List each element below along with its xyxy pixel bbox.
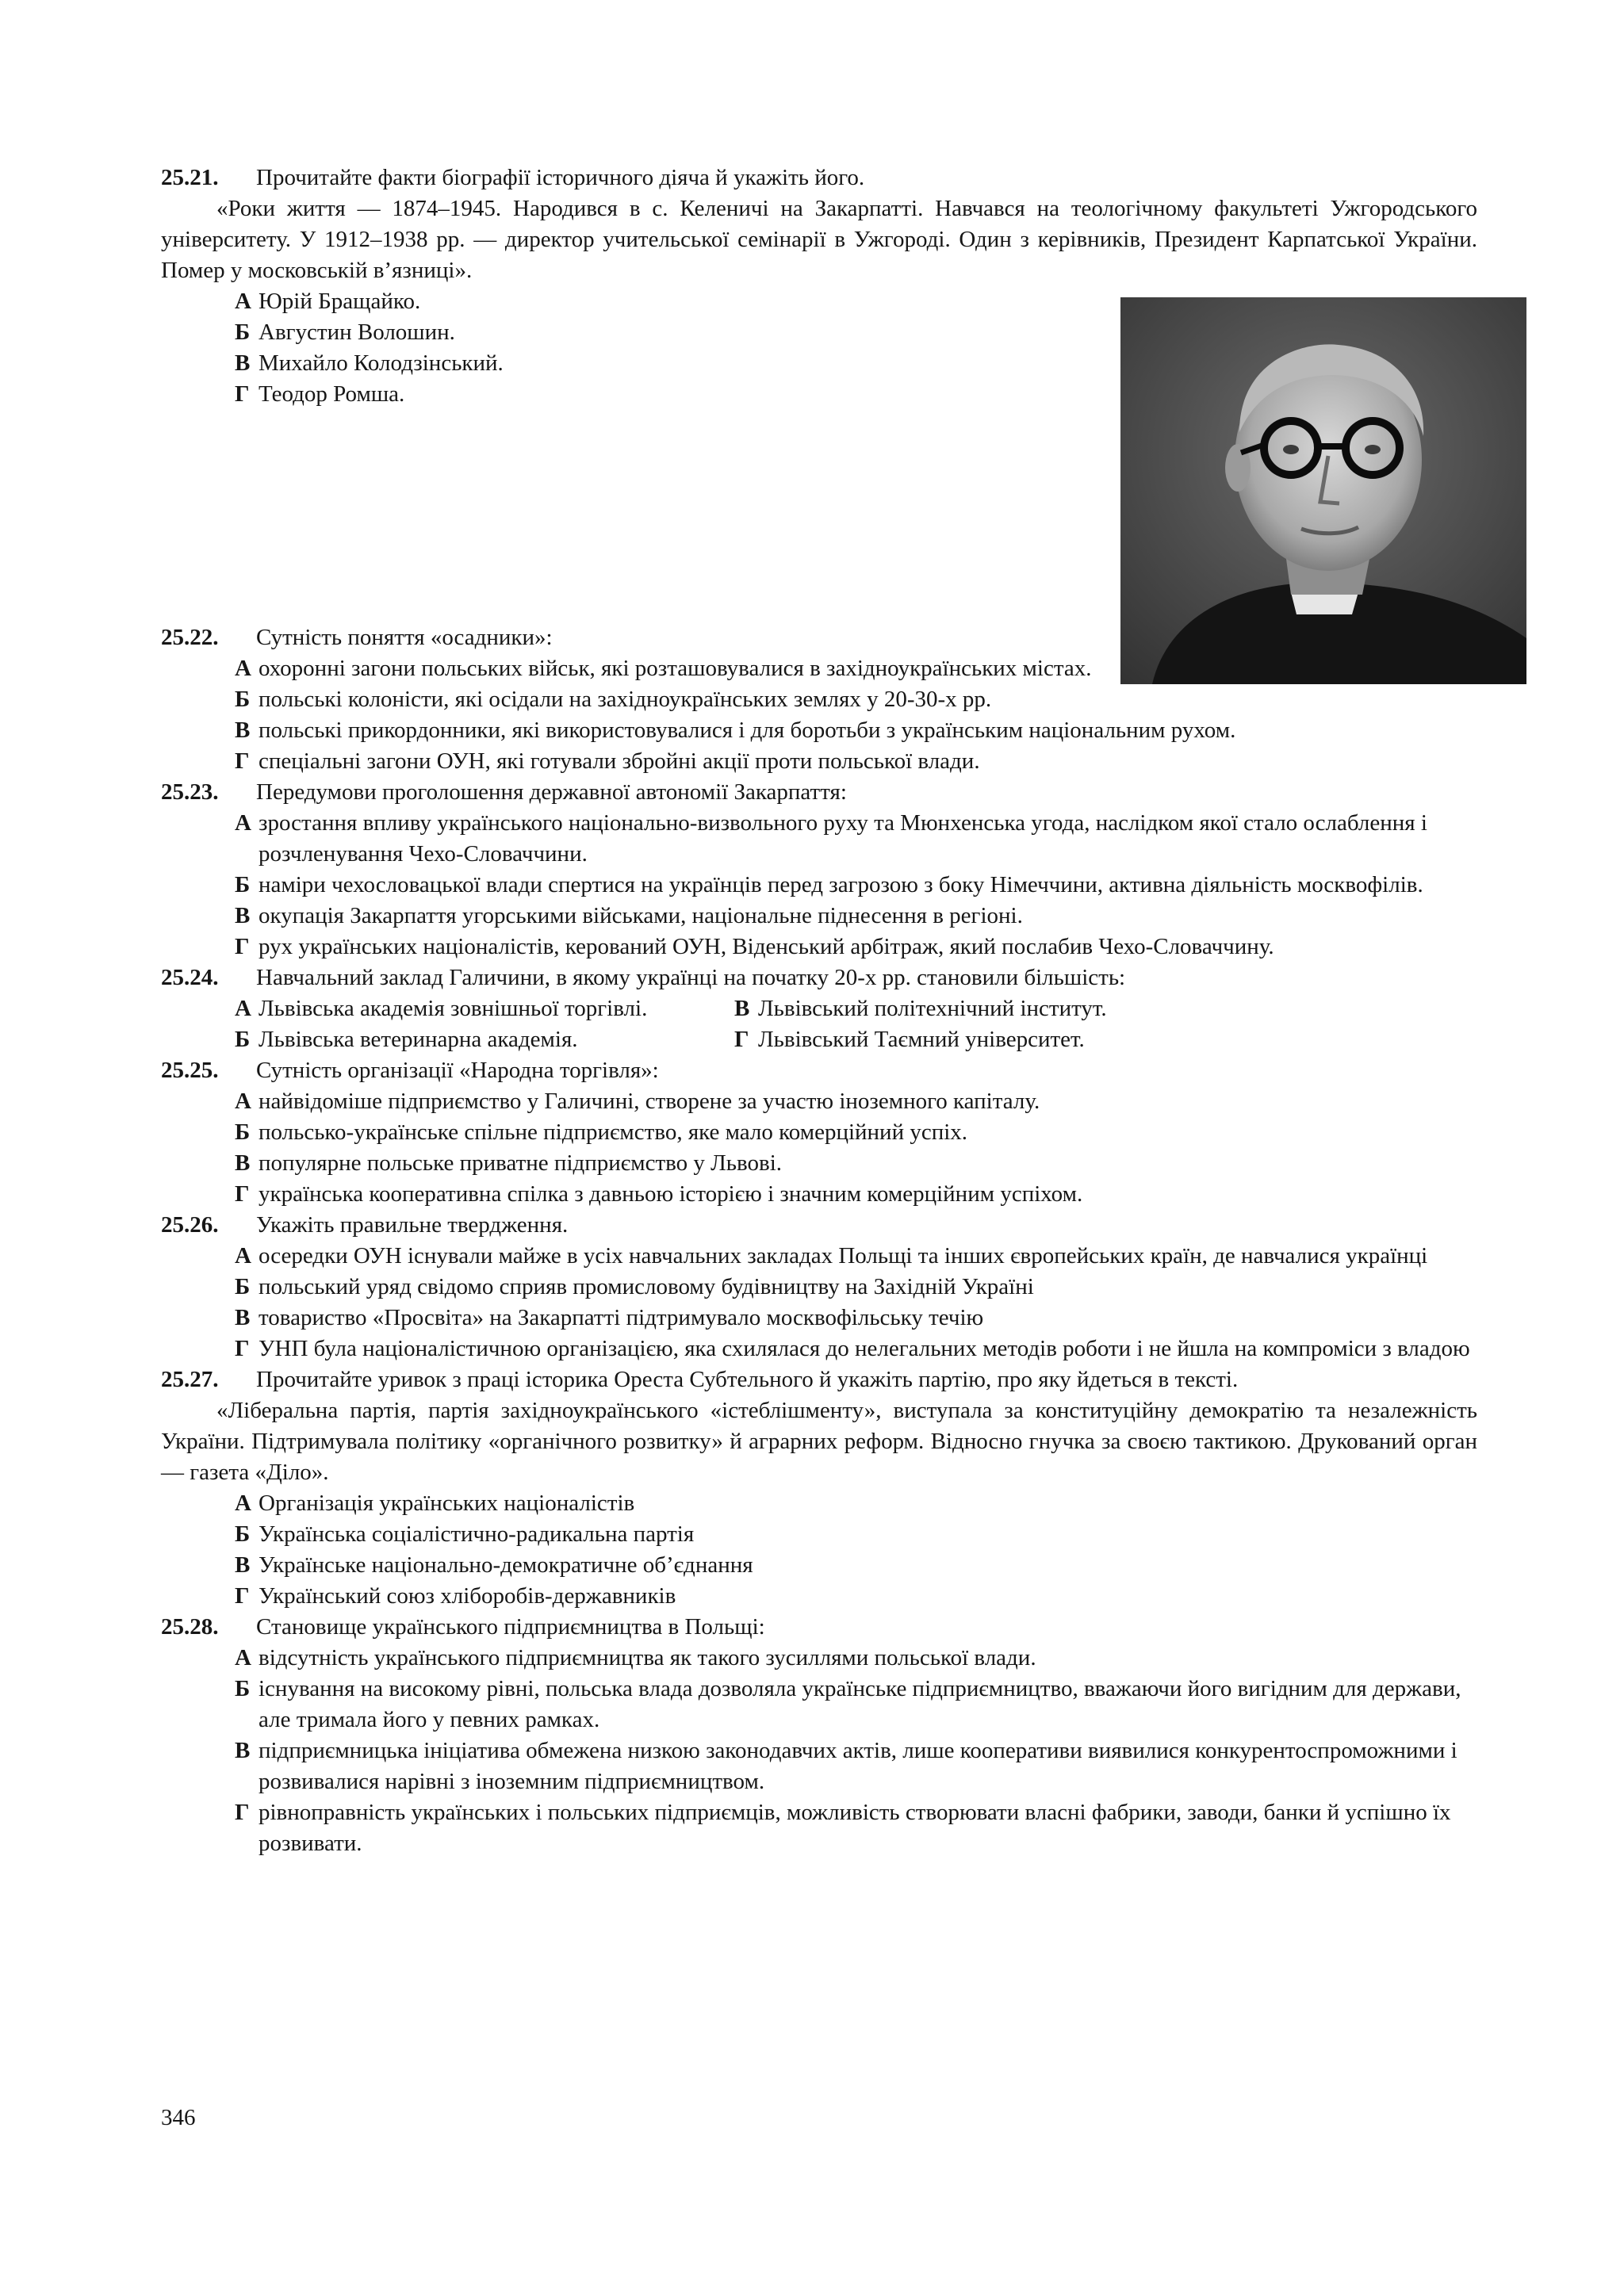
option-letter: А — [235, 289, 251, 314]
answer-option — [235, 1148, 1477, 1179]
answer-option — [235, 870, 1477, 901]
question-text: Сутність поняття «осадники»: — [256, 625, 553, 650]
question-number: 25.24. — [161, 965, 219, 990]
answer-options — [161, 1241, 1477, 1364]
option-text: польські прикордонники, які використовувалися і для боротьби з українським національним рухом. — [259, 718, 1236, 743]
answer-option — [235, 1241, 1477, 1272]
option-letter: Б — [235, 1274, 251, 1299]
question-text: Передумови проголошення державної автономії Закарпаття: — [256, 779, 847, 805]
answer-option — [235, 1086, 1477, 1117]
question-25-21 — [161, 163, 1477, 622]
option-text: спеціальні загони ОУН, які готували збройні акції проти польської влади. — [259, 748, 980, 774]
answer-options — [161, 808, 1477, 962]
option-letter: Г — [235, 934, 250, 959]
option-letter: А — [235, 1243, 251, 1269]
question-text: Сутність організації «Народна торгівля»: — [256, 1058, 659, 1083]
option-text: Українська соціалістично-радикальна партія — [259, 1521, 695, 1547]
answer-option — [235, 1674, 1477, 1735]
option-text: Львівська ветеринарна академія. — [259, 1027, 578, 1052]
answer-option — [235, 1643, 1477, 1674]
option-letter: А — [235, 1490, 251, 1516]
option-text: осередки ОУН існували майже в усіх навчальних закладах Польщі та інших європейських країн, де навчалися українці — [259, 1243, 1428, 1269]
question-number: 25.27. — [161, 1367, 219, 1392]
option-letter: Г — [235, 1181, 250, 1207]
answer-option — [235, 1334, 1477, 1364]
option-letter: Г — [734, 1027, 749, 1052]
answer-option — [235, 1488, 1477, 1519]
answer-option — [235, 993, 734, 1024]
option-text: УНП була націоналістичною організацією, яка схилялася до нелегальних методів роботи і не йшла на компроміси з владою — [259, 1336, 1470, 1361]
answer-options — [161, 1488, 1477, 1612]
option-text: рух українських націоналістів, керований ОУН, Віденський арбітраж, який послабив Чехо-Словаччину. — [259, 934, 1274, 959]
answer-option — [235, 684, 1477, 715]
option-text: Августин Волошин. — [259, 320, 455, 345]
option-text: товариство «Просвіта» на Закарпатті підтримувало москвофільську течію — [259, 1305, 984, 1330]
option-text: Організація українських націоналістів — [259, 1490, 635, 1516]
option-text: окупація Закарпаття угорськими військами, національне піднесення в регіоні. — [259, 903, 1023, 928]
option-letter: Г — [235, 748, 250, 774]
question-25-22 — [161, 622, 1477, 777]
option-letter: Б — [235, 1027, 251, 1052]
question-number: 25.23. — [161, 779, 219, 805]
option-letter: Б — [235, 1119, 251, 1145]
option-letter: В — [235, 350, 251, 376]
option-letter: А — [235, 656, 251, 681]
question-25-26 — [161, 1210, 1477, 1364]
answer-option — [235, 901, 1477, 932]
option-letter: Г — [235, 1336, 250, 1361]
answer-options — [161, 653, 1477, 777]
answer-options — [161, 1643, 1477, 1859]
option-text: Юрій Бращайко. — [259, 289, 421, 314]
answer-option — [235, 1550, 1477, 1581]
answer-option — [235, 1024, 734, 1055]
answer-option — [235, 1117, 1477, 1148]
question-number: 25.22. — [161, 625, 219, 650]
option-letter: В — [235, 903, 251, 928]
option-letter: Б — [235, 687, 251, 712]
answer-option — [235, 715, 1477, 746]
option-text: підприємницька ініціатива обмежена низкою законодавчих актів, лише кооперативи виявилися конкурентоспроможними і розвивалися нарівні з іноземним підприємництвом. — [259, 1738, 1457, 1794]
answer-option — [235, 1519, 1477, 1550]
option-text: польський уряд свідомо сприяв промисловому будівництву на Західній Україні — [259, 1274, 1034, 1299]
option-letter: А — [235, 1089, 251, 1114]
option-letter: В — [235, 718, 251, 743]
page-number: 346 — [161, 2105, 196, 2130]
option-text: Михайло Колодзінський. — [259, 350, 504, 376]
question-number: 25.26. — [161, 1212, 219, 1238]
option-letter: А — [235, 1645, 251, 1670]
question-25-24 — [161, 962, 1477, 1055]
option-text: популярне польське приватне підприємство у Львові. — [259, 1150, 783, 1176]
answer-options — [161, 1086, 1477, 1210]
answer-option — [734, 1024, 1477, 1055]
question-text: Навчальний заклад Галичини, в якому українці на початку 20-х рр. становили більшість: — [256, 965, 1126, 990]
answer-option — [734, 993, 1477, 1024]
option-letter: В — [235, 1150, 251, 1176]
question-25-28 — [161, 1612, 1477, 1859]
option-letter: Б — [235, 1521, 251, 1547]
question-text: Прочитайте уривок з праці історика Ореста Субтельного й укажіть партію, про яку йдеться в тексті. — [256, 1367, 1239, 1392]
question-quote: «Ліберальна партія, партія західноукраїнського «істеблішменту», виступала за конституційну демократію та незалежність України. Підтримувала політику «органічного розвитку» й аграрних реформ. Відносно гнучка за своєю тактикою. Друкований орган — газета «Діло». — [161, 1398, 1477, 1485]
option-text: наміри чехословацької влади спертися на українців перед загрозою з боку Німеччини, активна діяльність москвофілів. — [259, 872, 1423, 897]
option-text: українська кооперативна спілка з давньою історією і значним комерційним успіхом. — [259, 1181, 1083, 1207]
option-text: польсько-українське спільне підприємство, яке мало комерційний успіх. — [259, 1119, 968, 1145]
answer-option — [235, 932, 1477, 962]
option-text: Львівський політехнічний інститут. — [758, 996, 1107, 1021]
option-text: Українське національно-демократичне об’єднання — [259, 1552, 753, 1578]
option-letter: Г — [235, 381, 250, 407]
answer-option — [235, 653, 1477, 684]
option-letter: А — [235, 996, 251, 1021]
option-letter: В — [235, 1552, 251, 1578]
option-text: рівноправність українських і польських підприємців, можливість створювати власні фабрики, заводи, банки й успішно їх розвивати. — [259, 1800, 1451, 1856]
question-25-27 — [161, 1364, 1477, 1612]
question-text: Прочитайте факти біографії історичного діяча й укажіть його. — [256, 165, 865, 190]
answer-option — [235, 1797, 1477, 1859]
question-quote: «Роки життя — 1874–1945. Народився в с. Келеничі на Закарпатті. Навчався на теологічному факультеті Ужгородського університету. У 1912–1938 рр. — директор учительської семінарії в Ужгороді. Один з керівників, Президент Карпатської України. Помер у московській в’язниці». — [161, 196, 1477, 283]
page-content — [161, 163, 1477, 1859]
option-text: Львівська академія зовнішньої торгівлі. — [259, 996, 648, 1021]
option-text: зростання впливу українського національно-визвольного руху та Мюнхенська угода, наслідком якої стало ослаблення і розчленування Чехо-Словаччини. — [259, 810, 1427, 867]
option-letter: Б — [235, 1676, 251, 1701]
question-number: 25.25. — [161, 1058, 219, 1083]
question-25-25 — [161, 1055, 1477, 1210]
answer-option — [235, 1303, 1477, 1334]
answer-option — [235, 1581, 1477, 1612]
option-letter: Б — [235, 320, 251, 345]
option-text: Львівський Таємний університет. — [758, 1027, 1085, 1052]
question-25-23 — [161, 777, 1477, 962]
answer-option — [235, 1272, 1477, 1303]
answer-option — [235, 808, 1477, 870]
option-letter: В — [235, 1738, 251, 1763]
answer-option — [235, 1735, 1477, 1797]
question-number: 25.28. — [161, 1614, 219, 1640]
answer-option — [235, 1179, 1477, 1210]
question-text: Становище українського підприємництва в Польщі: — [256, 1614, 765, 1640]
option-letter: Г — [235, 1583, 250, 1609]
option-text: Український союз хліборобів-державників — [259, 1583, 676, 1609]
option-text: охоронні загони польських військ, які розташовувалися в західноукраїнських містах. — [259, 656, 1092, 681]
question-text: Укажіть правильне твердження. — [256, 1212, 569, 1238]
option-text: відсутність українського підприємництва як такого зусиллями польської влади. — [259, 1645, 1036, 1670]
option-letter: В — [235, 1305, 251, 1330]
option-text: існування на високому рівні, польська влада дозволяла українське підприємництво, вважаючи його вигідним для держави, але тримала його у певних рамках. — [259, 1676, 1461, 1732]
option-letter: Г — [235, 1800, 250, 1825]
answer-options — [161, 993, 1477, 1055]
answer-option — [235, 746, 1477, 777]
question-number: 25.21. — [161, 165, 219, 190]
option-letter: А — [235, 810, 251, 836]
option-letter: Б — [235, 872, 251, 897]
option-text: найвідоміше підприємство у Галичині, створене за участю іноземного капіталу. — [259, 1089, 1040, 1114]
option-text: польські колоністи, які осідали на західноукраїнських землях у 20-30-х рр. — [259, 687, 992, 712]
option-text: Теодор Ромша. — [259, 381, 405, 407]
option-letter: В — [734, 996, 750, 1021]
